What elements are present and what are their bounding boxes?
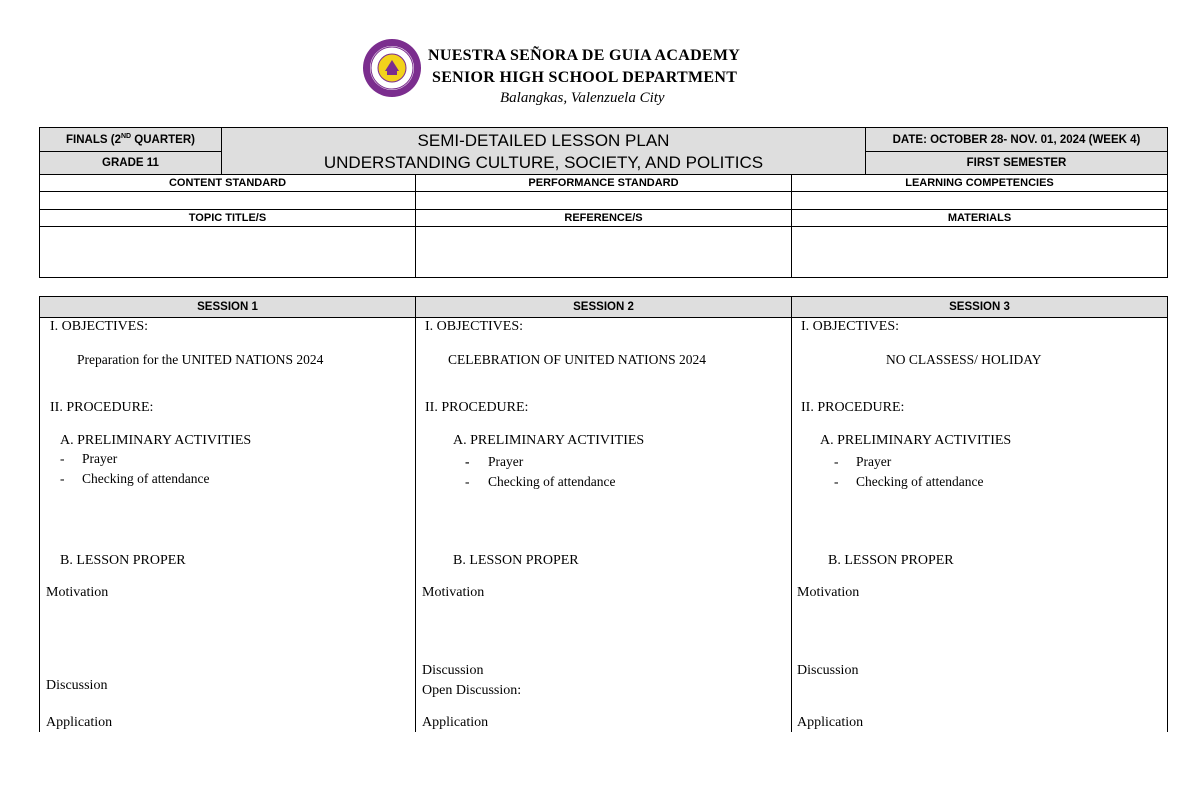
lesson-proper: B. LESSON PROPER bbox=[60, 553, 186, 568]
objectives-label: I. OBJECTIVES: bbox=[425, 319, 523, 334]
list-item: Checking of attendance bbox=[856, 474, 984, 489]
lesson-proper: B. LESSON PROPER bbox=[453, 553, 579, 568]
session-border-1 bbox=[415, 317, 416, 732]
semester-label: FIRST SEMESTER bbox=[966, 157, 1067, 169]
objective-text: NO CLASSESS/ HOLIDAY bbox=[886, 352, 1042, 367]
objectives-label: I. OBJECTIVES: bbox=[50, 319, 148, 334]
materials-header bbox=[791, 209, 1168, 227]
bullet-dash: - bbox=[465, 454, 470, 469]
grade-cell bbox=[39, 151, 222, 175]
materials-label: MATERIALS bbox=[947, 212, 1012, 224]
session-1-header bbox=[39, 296, 416, 318]
objective-text: CELEBRATION OF UNITED NATIONS 2024 bbox=[448, 352, 706, 367]
discussion-label: Discussion bbox=[422, 663, 484, 678]
session-2-header bbox=[415, 296, 792, 318]
session-2-title: SESSION 2 bbox=[573, 301, 634, 313]
preliminary-activities: A. PRELIMINARY ACTIVITIES bbox=[820, 433, 1012, 448]
content-standard-header bbox=[39, 174, 416, 192]
procedure-label: II. PROCEDURE: bbox=[425, 400, 529, 415]
materials-value bbox=[791, 226, 1168, 278]
list-item: Prayer bbox=[82, 451, 118, 466]
bullet-dash: - bbox=[834, 474, 839, 489]
performance-standard-value bbox=[415, 191, 792, 210]
reference-value bbox=[415, 226, 792, 278]
content-standard-value bbox=[39, 191, 416, 210]
application-label: Application bbox=[797, 715, 864, 730]
procedure-label: II. PROCEDURE: bbox=[50, 400, 154, 415]
subject-title: UNDERSTANDING CULTURE, SOCIETY, AND POLITICS bbox=[323, 153, 764, 172]
bullet-dash: - bbox=[465, 474, 470, 489]
learning-competencies-label: LEARNING COMPETENCIES bbox=[905, 177, 1054, 189]
performance-standard-header bbox=[415, 174, 792, 192]
school-name: NUESTRA SEÑORA DE GUIA ACADEMY bbox=[428, 47, 741, 64]
learning-competencies-header bbox=[791, 174, 1168, 192]
performance-standard-label: PERFORMANCE STANDARD bbox=[528, 177, 679, 189]
lesson-plan-title: SEMI-DETAILED LESSON PLAN bbox=[417, 131, 670, 150]
reference-label: REFERENCE/S bbox=[564, 212, 643, 224]
department-name: SENIOR HIGH SCHOOL DEPARTMENT bbox=[432, 69, 738, 86]
lesson-proper: B. LESSON PROPER bbox=[828, 553, 954, 568]
semester-cell bbox=[865, 151, 1168, 175]
application-label: Application bbox=[422, 715, 489, 730]
quarter-label: FINALS (2ND QUARTER) bbox=[66, 133, 195, 146]
date-label: DATE: OCTOBER 28- NOV. 01, 2024 (WEEK 4) bbox=[892, 133, 1141, 146]
list-item: Checking of attendance bbox=[488, 474, 616, 489]
discussion-label: Discussion bbox=[46, 678, 108, 693]
grade-label: GRADE 11 bbox=[102, 157, 159, 169]
motivation-label: Motivation bbox=[422, 585, 485, 600]
session-3-title: SESSION 3 bbox=[949, 301, 1010, 313]
preliminary-activities: A. PRELIMINARY ACTIVITIES bbox=[453, 433, 645, 448]
topic-title-header bbox=[39, 209, 416, 227]
procedure-label: II. PROCEDURE: bbox=[801, 400, 905, 415]
session-3-header bbox=[791, 296, 1168, 318]
session-border-right bbox=[1167, 317, 1168, 732]
quarter-cell bbox=[39, 127, 222, 152]
session-1-title: SESSION 1 bbox=[197, 301, 258, 313]
bullet-dash: - bbox=[60, 451, 65, 466]
motivation-label: Motivation bbox=[797, 585, 860, 600]
discussion-label: Discussion bbox=[797, 663, 859, 678]
learning-competencies-value bbox=[791, 191, 1168, 210]
list-item: Checking of attendance bbox=[82, 471, 210, 486]
topic-title-value bbox=[39, 226, 416, 278]
reference-header bbox=[415, 209, 792, 227]
bullet-dash: - bbox=[834, 454, 839, 469]
application-label: Application bbox=[46, 715, 113, 730]
motivation-label: Motivation bbox=[46, 585, 109, 600]
title-cell bbox=[221, 127, 866, 175]
topic-title-label: TOPIC TITLE/S bbox=[188, 212, 267, 224]
bullet-dash: - bbox=[60, 471, 65, 486]
session-border-left bbox=[39, 317, 40, 732]
school-address: Balangkas, Valenzuela City bbox=[500, 90, 665, 106]
objectives-label: I. OBJECTIVES: bbox=[801, 319, 899, 334]
content-standard-label: CONTENT STANDARD bbox=[168, 177, 287, 189]
date-cell bbox=[865, 127, 1168, 152]
preliminary-activities: A. PRELIMINARY ACTIVITIES bbox=[60, 433, 252, 448]
open-discussion-label: Open Discussion: bbox=[422, 683, 522, 698]
list-item: Prayer bbox=[488, 454, 524, 469]
school-seal-icon bbox=[362, 38, 422, 98]
session-border-2 bbox=[791, 317, 792, 732]
list-item: Prayer bbox=[856, 454, 892, 469]
objective-text: Preparation for the UNITED NATIONS 2024 bbox=[77, 352, 324, 367]
